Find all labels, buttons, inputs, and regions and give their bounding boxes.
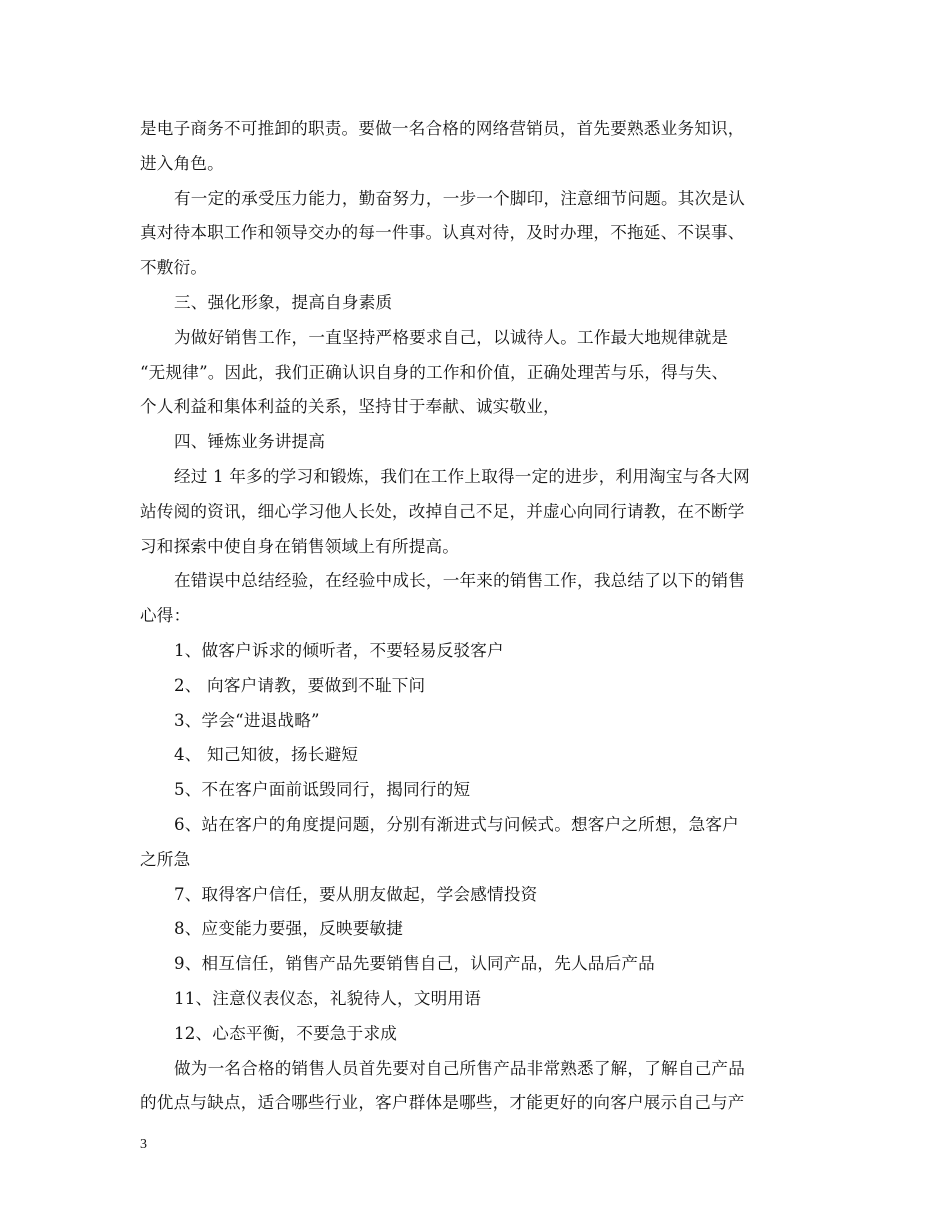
text-line: 6、站在客户的角度提问题，分别有渐进式与问候式。想客户之所想，急客户 <box>174 814 739 834</box>
text-line: 站传阅的资讯，细心学习他人长处，改掉自己不足，并虚心向同行请教，在不断学 <box>140 501 745 521</box>
text-line: 在错误中总结经验，在经验中成长，一年来的销售工作，我总结了以下的销售 <box>174 571 745 591</box>
text-line: 2、 向客户请教，要做到不耻下问 <box>174 675 426 695</box>
text-line: 进入角色。 <box>140 153 224 173</box>
text-line: 1、做客户诉求的倾听者，不要轻易反驳客户 <box>174 640 504 660</box>
text-line: 的优点与缺点，适合哪些行业，客户群体是哪些，才能更好的向客户展示自己与产 <box>140 1093 745 1113</box>
text-line: 做为一名合格的销售人员首先要对自己所售产品非常熟悉了解，了解自己产品 <box>174 1058 745 1078</box>
text-line: 个人利益和集体利益的关系，坚持甘于奉献、诚实敬业， <box>140 397 560 417</box>
text-line: 经过 1 年多的学习和锻炼，我们在工作上取得一定的进步，利用淘宝与各大网 <box>174 466 750 486</box>
text-line: 不敷衍。 <box>140 258 208 278</box>
document-body <box>140 112 812 1121</box>
text-line: 3、学会“进退战略” <box>174 710 320 730</box>
text-line: 为做好销售工作，一直坚持严格要求自己，以诚待人。工作最大地规律就是 <box>174 327 729 347</box>
text-line: 7、取得客户信任，要从朋友做起，学会感情投资 <box>174 884 538 904</box>
text-line: 5、不在客户面前诋毁同行，揭同行的短 <box>174 780 471 800</box>
text-line: 4、 知己知彼，扬长避短 <box>174 745 359 765</box>
text-line: 11、注意仪表仪态，礼貌待人，文明用语 <box>174 988 482 1008</box>
text-line: 真对待本职工作和领导交办的每一件事。认真对待，及时办理，不拖延、不误事、 <box>140 223 745 243</box>
text-line: 习和探索中使自身在销售领域上有所提高。 <box>140 536 460 556</box>
text-line: 三、强化形象，提高自身素质 <box>174 292 393 312</box>
text-line: 心得： <box>140 606 191 626</box>
text-line: 之所急 <box>140 849 191 869</box>
text-line: 8、应变能力要强，反映要敏捷 <box>174 919 404 939</box>
text-line: 是电子商务不可推卸的职责。要做一名合格的网络营销员，首先要熟悉业务知识， <box>140 119 745 138</box>
page-number: 3 <box>140 1137 147 1152</box>
text-line: 四、锤炼业务讲提高 <box>174 432 326 452</box>
text-line: 12、心态平衡，不要急于求成 <box>174 1023 398 1043</box>
text-line: 有一定的承受压力能力，勤奋努力，一步一个脚印，注意细节问题。其次是认 <box>174 188 745 208</box>
text-line: “无规律”。因此，我们正确认识自身的工作和价值，正确处理苦与乐，得与失、 <box>140 362 729 382</box>
text-line: 9、相互信任，销售产品先要销售自己，认同产品，先人品后产品 <box>174 954 655 974</box>
